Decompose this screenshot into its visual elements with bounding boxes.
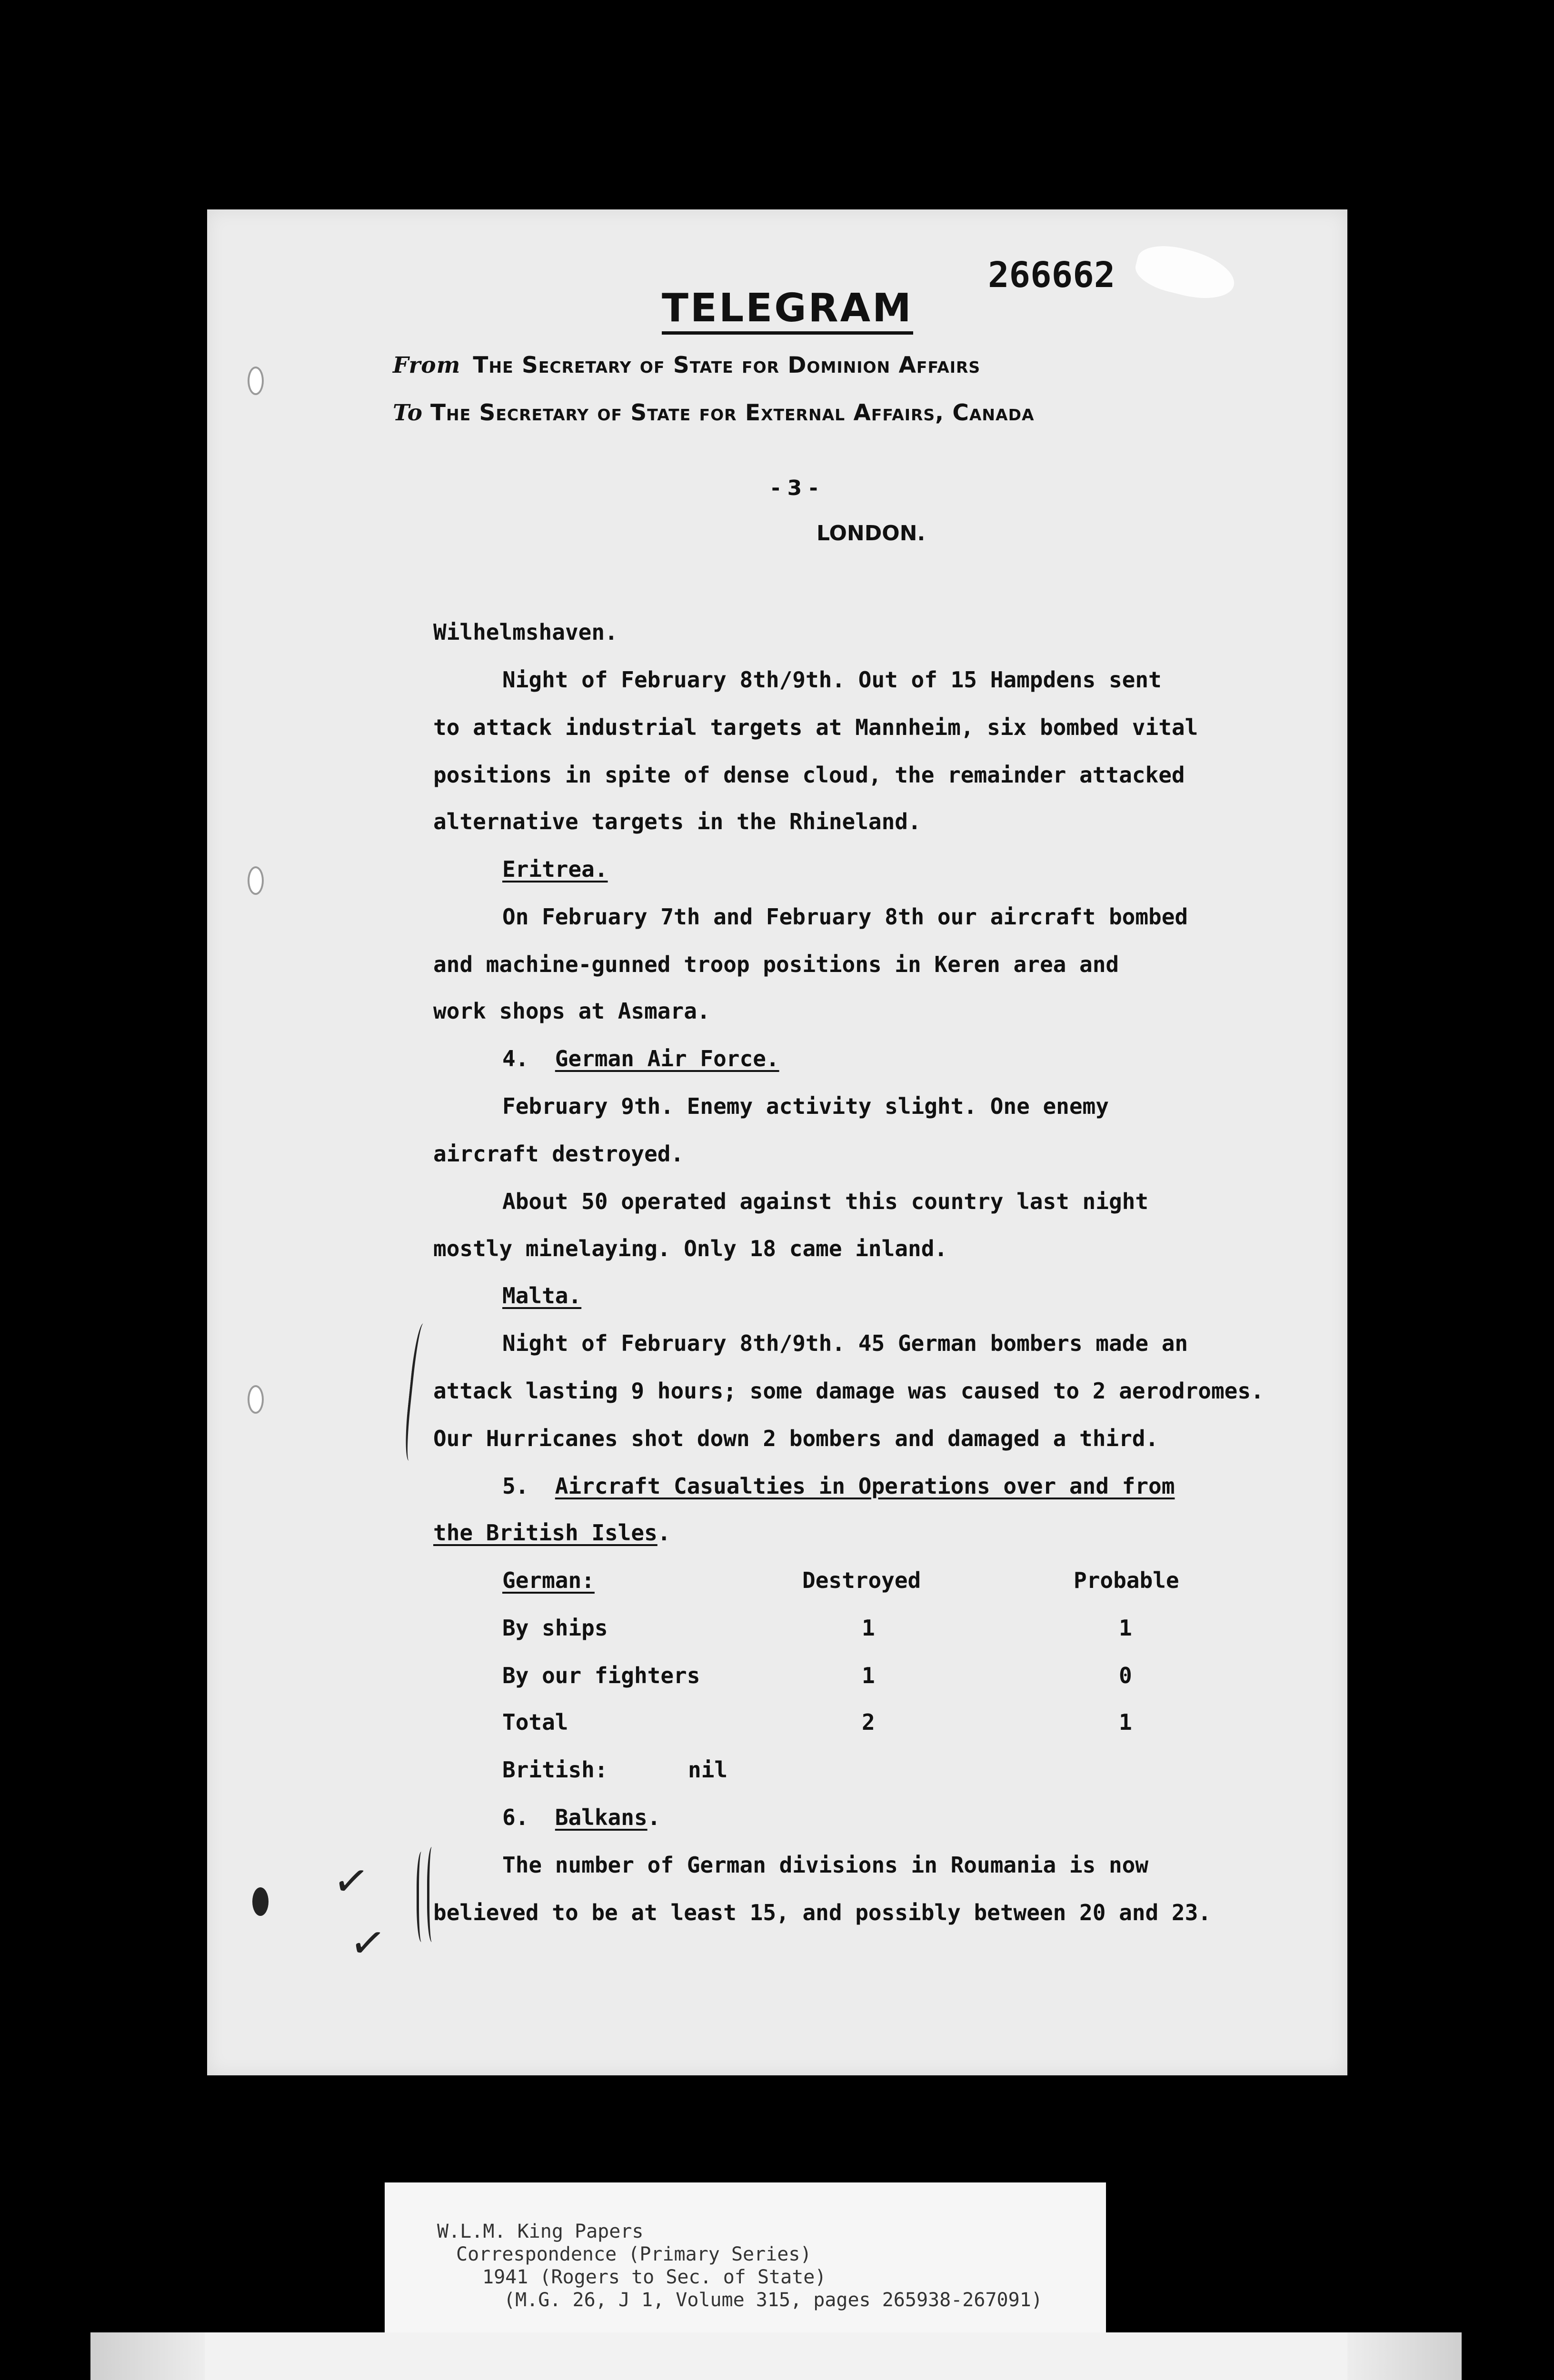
table-cell-destroyed: 1 (862, 1615, 875, 1641)
section-title: Aircraft Casualties in Operations over and from (555, 1473, 1175, 1499)
plate-edge (1347, 2332, 1462, 2380)
label-line: Correspondence (Primary Series) (456, 2243, 812, 2265)
body-line: work shops at Asmara. (433, 998, 710, 1024)
to-label: To (393, 400, 423, 426)
table-cell-destroyed: 2 (862, 1709, 875, 1735)
body-line: positions in spite of dense cloud, the remainder attacked (433, 762, 1185, 788)
section-heading-eritrea: Eritrea. (502, 856, 608, 882)
body-line: to attack industrial targets at Mannheim, six bombed vital (433, 714, 1198, 740)
stamp-smudge (1132, 238, 1240, 307)
punch-hole (248, 1385, 264, 1414)
british-label: British: (502, 1757, 608, 1783)
table-row-label: Total (502, 1709, 568, 1735)
body-line: About 50 operated against this country last night (502, 1189, 1149, 1214)
label-line: (M.G. 26, J 1, Volume 315, pages 265938-267091) (504, 2289, 1043, 2311)
from-text: The Secretary of State for Dominion Affairs (473, 352, 981, 378)
table-cell-destroyed: 1 (862, 1663, 875, 1688)
body-line: believed to be at least 15, and possibly between 20 and 23. (433, 1900, 1211, 1925)
table-header-probable: Probable (1074, 1567, 1179, 1593)
body-line: The number of German divisions in Roumania is now (502, 1852, 1149, 1878)
section-heading-balkans: 6. Balkans. (502, 1805, 661, 1830)
body-line: mostly minelaying. Only 18 came inland. (433, 1236, 948, 1261)
body-line: alternative targets in the Rhineland. (433, 809, 921, 834)
body-line: Our Hurricanes shot down 2 bombers and damaged a third. (433, 1426, 1159, 1451)
checkmark-icon: ✓ (347, 1916, 389, 1971)
punch-hole (248, 866, 264, 895)
body-line: On February 7th and February 8th our aircraft bombed (502, 904, 1188, 930)
checkmark-icon: ✓ (330, 1854, 373, 1909)
table-cell-probable: 1 (1119, 1709, 1132, 1735)
section-heading-malta: Malta. (502, 1283, 582, 1309)
from-line (393, 352, 980, 378)
from-label: From (393, 352, 461, 378)
body-line: attack lasting 9 hours; some damage was caused to 2 aerodromes. (433, 1378, 1264, 1404)
section-heading-aircraft-casualties (502, 1473, 1175, 1499)
archive-reference-label (385, 2182, 1106, 2340)
british-value: nil (688, 1757, 728, 1783)
section-number: 6. (502, 1805, 529, 1830)
label-line: W.L.M. King Papers (437, 2221, 644, 2242)
document-serial-number: 266662 (988, 255, 1116, 296)
section-title: Balkans (555, 1805, 648, 1830)
punch-hole (252, 1887, 269, 1916)
section-number: 4. (502, 1046, 529, 1071)
plate-edge (90, 2332, 205, 2380)
document-title: TELEGRAM (662, 287, 913, 335)
table-cell-probable: 0 (1119, 1663, 1132, 1688)
margin-line-mark (402, 1323, 433, 1462)
body-line: Wilhelmshaven. (433, 619, 618, 645)
label-line: 1941 (Rogers to Sec. of State) (482, 2266, 827, 2288)
to-line (393, 400, 1035, 426)
punch-hole (248, 367, 264, 395)
section-title: the British Isles (433, 1520, 657, 1546)
section-title: German Air Force. (555, 1046, 779, 1071)
body-line: Night of February 8th/9th. 45 German bombers made an (502, 1330, 1188, 1356)
place-of-origin: LONDON. (817, 521, 926, 545)
table-row-label: By ships (502, 1615, 608, 1641)
section-heading-german-air-force (502, 1045, 779, 1072)
body-line: Night of February 8th/9th. Out of 15 Hampdens sent (502, 667, 1162, 693)
table-header-destroyed: Destroyed (802, 1567, 921, 1593)
margin-line-mark (427, 1847, 439, 1942)
body-line: February 9th. Enemy activity slight. One enemy (502, 1093, 1109, 1119)
table-row-label: By our fighters (502, 1663, 700, 1688)
section-number: 5. (502, 1473, 529, 1499)
section-heading-continued: the British Isles. (433, 1520, 671, 1546)
body-line: aircraft destroyed. (433, 1141, 684, 1167)
page-number: - 3 - (771, 476, 818, 500)
table-cell-probable: 1 (1119, 1615, 1132, 1641)
table-header-german: German: (502, 1567, 595, 1593)
public-archives-plate (90, 2332, 1462, 2380)
body-line: and machine-gunned troop positions in Keren area and (433, 952, 1119, 977)
to-text: The Secretary of State for External Affairs, Canada (430, 400, 1035, 426)
telegram-sheet (207, 209, 1347, 2075)
